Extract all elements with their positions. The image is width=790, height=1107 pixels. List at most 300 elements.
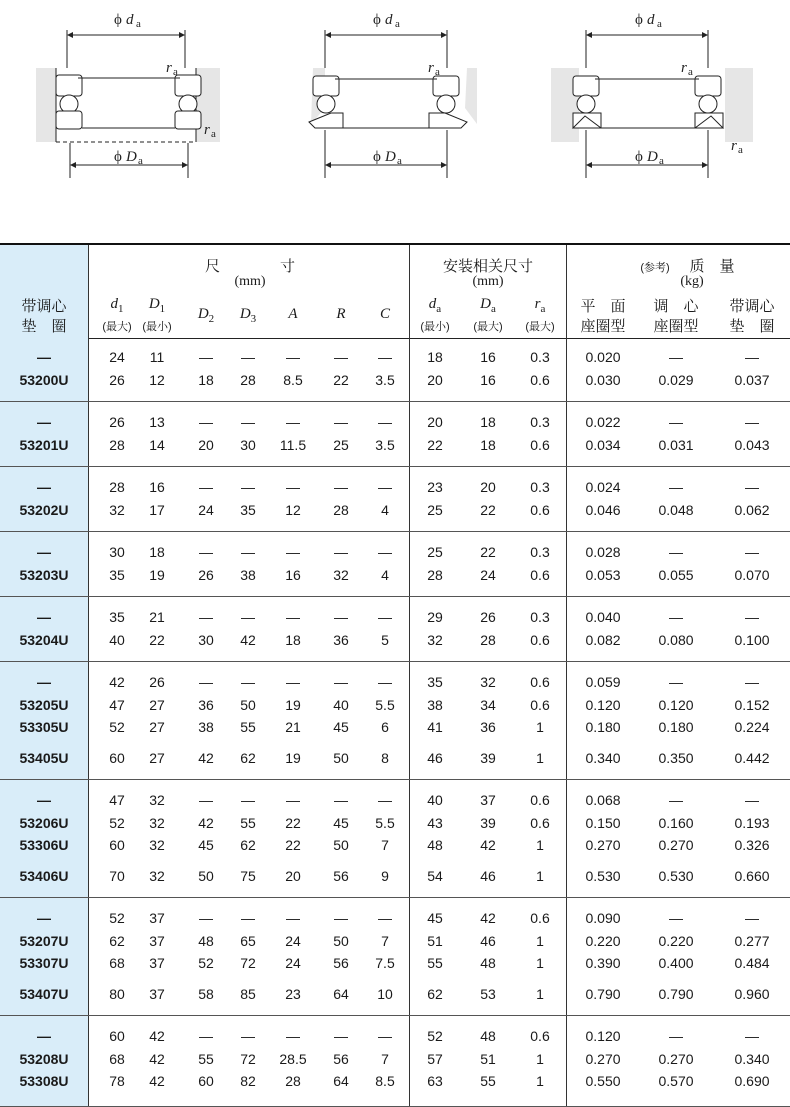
table-cell: 0.6	[530, 437, 550, 453]
table-cell: 85	[240, 986, 256, 1002]
table-cell: 56	[333, 1051, 349, 1067]
table-cell: 28.5	[279, 1051, 307, 1067]
table-cell: 0.080	[658, 632, 694, 648]
table-cell: —	[286, 479, 300, 495]
table-cell: 0.270	[585, 837, 621, 853]
table-cell: —	[334, 910, 348, 926]
table-cell: 23	[285, 986, 301, 1002]
table-cell: 0.3	[530, 414, 550, 430]
table-cell: —	[286, 792, 300, 808]
model-number: —	[37, 349, 51, 365]
svg-text:ϕ: ϕ	[114, 149, 122, 165]
table-cell: 28	[285, 1073, 301, 1089]
table-cell: —	[745, 674, 759, 690]
table-cell: 10	[377, 986, 393, 1002]
table-cell: 42	[480, 837, 496, 853]
svg-text:a: a	[173, 66, 178, 78]
row-group	[0, 780, 790, 898]
table-cell: 0.690	[734, 1073, 770, 1089]
table-cell: 60	[198, 1073, 214, 1089]
table-row	[0, 542, 790, 562]
table-cell: 0.6	[530, 1028, 550, 1044]
table-cell: 32	[427, 632, 443, 648]
svg-text:ϕ: ϕ	[635, 149, 643, 165]
table-cell: 21	[285, 719, 301, 735]
table-cell: 0.277	[734, 933, 770, 949]
diagram-label-sub: a	[136, 18, 141, 30]
table-cell: 0.270	[585, 1051, 621, 1067]
table-cell: 55	[240, 719, 256, 735]
model-number: 53202U	[19, 502, 69, 518]
table-cell: 0.350	[658, 750, 694, 766]
table-cell: —	[199, 414, 213, 430]
table-cell: 50	[333, 933, 349, 949]
table-cell: 50	[198, 868, 214, 884]
table-cell: —	[199, 792, 213, 808]
svg-text:a: a	[395, 18, 400, 30]
diagram-aligning-washer	[545, 0, 775, 240]
table-cell: —	[241, 414, 255, 430]
table-cell: 47	[109, 697, 125, 713]
table-cell: —	[334, 609, 348, 625]
table-cell: 60	[109, 750, 125, 766]
dim-header-6: C	[379, 306, 391, 322]
table-cell: —	[199, 544, 213, 560]
table-row	[0, 931, 790, 951]
table-cell: 55	[480, 1073, 496, 1089]
svg-text:D: D	[126, 149, 137, 165]
model-number: 53205U	[19, 697, 69, 713]
table-cell: 0.043	[734, 437, 770, 453]
table-cell: —	[334, 674, 348, 690]
table-cell: 0.082	[585, 632, 621, 648]
table-cell: 70	[109, 868, 125, 884]
table-cell: 18	[480, 414, 496, 430]
table-cell: 24	[285, 955, 301, 971]
table-row	[0, 347, 790, 367]
table-row	[0, 1026, 790, 1046]
table-cell: 62	[109, 933, 125, 949]
table-cell: 0.220	[585, 933, 621, 949]
table-cell: 52	[109, 910, 125, 926]
table-cell: —	[241, 479, 255, 495]
table-cell: 0.400	[658, 955, 694, 971]
table-cell: 0.034	[585, 437, 621, 453]
table-cell: 0.6	[530, 502, 550, 518]
table-cell: 14	[149, 437, 165, 453]
table-cell: 3.5	[375, 437, 395, 453]
table-cell: 48	[480, 955, 496, 971]
table-cell: 0.031	[658, 437, 694, 453]
table-cell: 42	[149, 1051, 165, 1067]
table-cell: 22	[285, 815, 301, 831]
svg-text:a: a	[657, 18, 662, 30]
table-cell: 12	[149, 372, 165, 388]
table-cell: 19	[149, 567, 165, 583]
table-cell: 18	[198, 372, 214, 388]
table-cell: 28	[427, 567, 443, 583]
diagram-aligning-seat	[295, 0, 495, 240]
table-cell: —	[378, 792, 392, 808]
table-cell: 50	[333, 837, 349, 853]
table-cell: 0.6	[530, 910, 550, 926]
table-cell: —	[745, 792, 759, 808]
model-number: —	[37, 792, 51, 808]
table-cell: 7	[381, 837, 389, 853]
table-cell: 0.048	[658, 502, 694, 518]
table-cell: —	[669, 414, 683, 430]
table-cell: 18	[480, 437, 496, 453]
model-number: 53206U	[19, 815, 69, 831]
table-cell: 82	[240, 1073, 256, 1089]
table-cell: 57	[427, 1051, 443, 1067]
model-number: 53308U	[19, 1073, 69, 1089]
dims-unit: (mm)	[234, 274, 266, 289]
row-group	[0, 898, 790, 1016]
model-number: 53407U	[19, 986, 69, 1002]
mount-header-note-2: (最大)	[525, 321, 555, 333]
table-cell: 42	[149, 1028, 165, 1044]
table-cell: 13	[149, 414, 165, 430]
svg-text:D: D	[647, 149, 658, 165]
table-cell: —	[286, 414, 300, 430]
dim-header-2: $D_2$	[197, 306, 215, 326]
table-cell: 19	[285, 750, 301, 766]
table-cell: 0.053	[585, 567, 621, 583]
table-cell: 56	[333, 955, 349, 971]
table-cell: 26	[198, 567, 214, 583]
table-cell: 32	[149, 837, 165, 853]
table-cell: 35	[109, 567, 125, 583]
table-cell: 46	[480, 933, 496, 949]
table-cell: 0.029	[658, 372, 694, 388]
mass-header-0-1: 座圈型	[580, 318, 626, 335]
table-cell: 42	[198, 750, 214, 766]
mount-header-note-1: (最大)	[473, 321, 503, 333]
table-cell: 22	[285, 837, 301, 853]
mass-ref: (参考)	[640, 262, 670, 274]
table-cell: —	[241, 609, 255, 625]
table-cell: 5.5	[375, 697, 395, 713]
model-number: 53203U	[19, 567, 69, 583]
svg-text:r: r	[204, 122, 210, 138]
table-cell: —	[199, 910, 213, 926]
table-cell: 1	[536, 1051, 544, 1067]
table-cell: 0.570	[658, 1073, 694, 1089]
table-cell: 8.5	[375, 1073, 395, 1089]
table-cell: 64	[333, 986, 349, 1002]
svg-text:ϕ: ϕ	[635, 12, 643, 28]
table-cell: 40	[427, 792, 443, 808]
mass-header-1-1: 座圈型	[653, 318, 699, 335]
table-cell: 52	[109, 719, 125, 735]
table-cell: 38	[427, 697, 443, 713]
table-cell: 25	[427, 502, 443, 518]
mass-header-0-0: 平 面	[580, 298, 626, 315]
table-cell: 0.059	[585, 674, 621, 690]
model-number: 53306U	[19, 837, 69, 853]
svg-text:a: a	[688, 66, 693, 78]
table-cell: 32	[333, 567, 349, 583]
table-cell: 0.068	[585, 792, 621, 808]
table-cell: 39	[480, 750, 496, 766]
diagram-label-phi: ϕ	[114, 12, 122, 28]
table-cell: —	[241, 792, 255, 808]
table-cell: 1	[536, 719, 544, 735]
mass-unit: (kg)	[680, 274, 704, 289]
table-row	[0, 565, 790, 585]
table-cell: —	[334, 349, 348, 365]
table-cell: 0.022	[585, 414, 621, 430]
svg-text:D: D	[385, 149, 396, 165]
table-cell: 1	[536, 837, 544, 853]
table-cell: 45	[198, 837, 214, 853]
table-cell: 23	[427, 479, 443, 495]
table-cell: 26	[109, 414, 125, 430]
table-cell: —	[669, 609, 683, 625]
svg-text:r: r	[681, 60, 687, 76]
table-cell: 0.120	[658, 697, 694, 713]
table-cell: —	[286, 910, 300, 926]
model-number: 53406U	[19, 868, 69, 884]
table-cell: 68	[109, 955, 125, 971]
table-cell: 72	[240, 1051, 256, 1067]
table-cell: 16	[480, 372, 496, 388]
table-cell: 22	[149, 632, 165, 648]
table-cell: 0.070	[734, 567, 770, 583]
table-cell: —	[199, 349, 213, 365]
mount-header-2: $r_a$	[534, 296, 546, 316]
table-cell: —	[669, 544, 683, 560]
mass-header-1-0: 调 心	[653, 298, 699, 315]
table-cell: 20	[480, 479, 496, 495]
model-number: —	[37, 414, 51, 430]
table-cell: 21	[149, 609, 165, 625]
table-row	[0, 370, 790, 390]
table-cell: 7	[381, 933, 389, 949]
table-cell: 62	[427, 986, 443, 1002]
table-cell: —	[286, 349, 300, 365]
table-cell: 0.180	[585, 719, 621, 735]
table-cell: 0.028	[585, 544, 621, 560]
dim-header-1: $D_1$	[148, 296, 166, 316]
table-cell: —	[286, 674, 300, 690]
model-number: 53305U	[19, 719, 69, 735]
table-cell: 54	[427, 868, 443, 884]
dim-header-0: $d_1$	[110, 296, 124, 316]
table-cell: 62	[240, 837, 256, 853]
table-cell: 48	[480, 1028, 496, 1044]
table-cell: 0.3	[530, 544, 550, 560]
table-cell: 0.030	[585, 372, 621, 388]
table-cell: —	[378, 544, 392, 560]
table-cell: 40	[333, 697, 349, 713]
table-cell: 37	[149, 955, 165, 971]
table-cell: 22	[427, 437, 443, 453]
model-number: 53307U	[19, 955, 69, 971]
table-cell: 0.055	[658, 567, 694, 583]
table-cell: 0.152	[734, 697, 770, 713]
table-cell: 9	[381, 868, 389, 884]
model-number: 53405U	[19, 750, 69, 766]
table-cell: 28	[240, 372, 256, 388]
table-cell: 0.220	[658, 933, 694, 949]
table-cell: —	[669, 910, 683, 926]
table-cell: —	[669, 792, 683, 808]
table-cell: 0.024	[585, 479, 621, 495]
table-row	[0, 866, 790, 886]
table-cell: 62	[240, 750, 256, 766]
table-cell: 0.340	[585, 750, 621, 766]
table-cell: 0.046	[585, 502, 621, 518]
table-body	[0, 337, 790, 1107]
model-number: —	[37, 674, 51, 690]
table-cell: 0.6	[530, 792, 550, 808]
table-cell: —	[334, 414, 348, 430]
table-cell: 1	[536, 933, 544, 949]
table-cell: 1	[536, 750, 544, 766]
table-cell: 26	[480, 609, 496, 625]
svg-text:a: a	[211, 128, 216, 140]
table-cell: 24	[109, 349, 125, 365]
table-cell: 48	[198, 933, 214, 949]
table-row	[0, 953, 790, 973]
row-group	[0, 662, 790, 780]
table-cell: 55	[198, 1051, 214, 1067]
mount-unit: (mm)	[472, 274, 504, 289]
table-cell: —	[241, 1028, 255, 1044]
table-cell: 37	[149, 910, 165, 926]
table-cell: 32	[149, 792, 165, 808]
model-number: 53201U	[19, 437, 69, 453]
table-cell: 37	[149, 986, 165, 1002]
row-group	[0, 597, 790, 662]
table-cell: 51	[427, 933, 443, 949]
table-cell: 65	[240, 933, 256, 949]
table-cell: 0.150	[585, 815, 621, 831]
table-cell: —	[378, 609, 392, 625]
table-cell: 51	[480, 1051, 496, 1067]
table-cell: —	[334, 544, 348, 560]
table-cell: 20	[198, 437, 214, 453]
table-row	[0, 908, 790, 928]
table-row	[0, 790, 790, 810]
table-cell: 80	[109, 986, 125, 1002]
table-cell: 0.6	[530, 372, 550, 388]
table-cell: 40	[109, 632, 125, 648]
table-cell: 52	[198, 955, 214, 971]
table-cell: 20	[427, 372, 443, 388]
table-cell: 36	[333, 632, 349, 648]
table-cell: 0.6	[530, 815, 550, 831]
table-row	[0, 984, 790, 1004]
diagram-flat-seat	[0, 0, 260, 240]
table-cell: 0.484	[734, 955, 770, 971]
table-cell: 42	[109, 674, 125, 690]
table-header	[0, 243, 790, 339]
table-cell: 52	[109, 815, 125, 831]
table-cell: —	[745, 349, 759, 365]
table-cell: 25	[333, 437, 349, 453]
table-cell: 0.340	[734, 1051, 770, 1067]
table-cell: 30	[109, 544, 125, 560]
svg-text:d: d	[385, 12, 393, 28]
table-cell: 0.160	[658, 815, 694, 831]
table-cell: 47	[109, 792, 125, 808]
table-cell: —	[199, 1028, 213, 1044]
row-group	[0, 1016, 790, 1107]
svg-text:ϕ: ϕ	[373, 149, 381, 165]
table-row	[0, 672, 790, 692]
table-cell: 0.3	[530, 479, 550, 495]
table-cell: —	[378, 479, 392, 495]
table-row	[0, 1071, 790, 1091]
table-cell: —	[669, 349, 683, 365]
table-cell: 25	[427, 544, 443, 560]
svg-text:a: a	[738, 144, 743, 156]
table-cell: 6	[381, 719, 389, 735]
table-cell: 55	[427, 955, 443, 971]
table-cell: 0.530	[658, 868, 694, 884]
table-cell: 24	[198, 502, 214, 518]
model-number: 53207U	[19, 933, 69, 949]
mass-header-2-1: 垫 圈	[729, 318, 775, 335]
table-cell: 8	[381, 750, 389, 766]
table-cell: 11.5	[279, 437, 307, 453]
table-cell: 27	[149, 697, 165, 713]
table-cell: —	[334, 792, 348, 808]
table-cell: 45	[427, 910, 443, 926]
table-cell: 8.5	[283, 372, 303, 388]
table-cell: 0.6	[530, 674, 550, 690]
table-cell: 38	[198, 719, 214, 735]
table-row	[0, 477, 790, 497]
table-cell: 0.960	[734, 986, 770, 1002]
table-cell: 42	[480, 910, 496, 926]
svg-text:ϕ: ϕ	[373, 12, 381, 28]
table-cell: 0.180	[658, 719, 694, 735]
table-cell: 27	[149, 750, 165, 766]
table-cell: 38	[240, 567, 256, 583]
table-cell: 75	[240, 868, 256, 884]
table-cell: 1	[536, 1073, 544, 1089]
table-cell: 0.790	[585, 986, 621, 1002]
row-group	[0, 532, 790, 597]
table-cell: 22	[333, 372, 349, 388]
table-cell: 5.5	[375, 815, 395, 831]
table-cell: 68	[109, 1051, 125, 1067]
table-cell: —	[241, 910, 255, 926]
table-cell: 53	[480, 986, 496, 1002]
table-cell: 17	[149, 502, 165, 518]
table-cell: 7.5	[375, 955, 395, 971]
dim-header-3: $D_3$	[239, 306, 257, 326]
dim-header-note-0: (最大)	[102, 321, 132, 333]
table-cell: 30	[198, 632, 214, 648]
svg-text:r: r	[166, 60, 172, 76]
row-group	[0, 467, 790, 532]
table-cell: 22	[480, 502, 496, 518]
svg-text:a: a	[435, 66, 440, 78]
table-cell: —	[378, 349, 392, 365]
diagram-label-d: d	[126, 12, 134, 28]
svg-text:r: r	[731, 138, 737, 154]
table-cell: 45	[333, 719, 349, 735]
table-cell: 12	[285, 502, 301, 518]
table-cell: —	[199, 609, 213, 625]
table-cell: 30	[240, 437, 256, 453]
table-cell: 35	[427, 674, 443, 690]
